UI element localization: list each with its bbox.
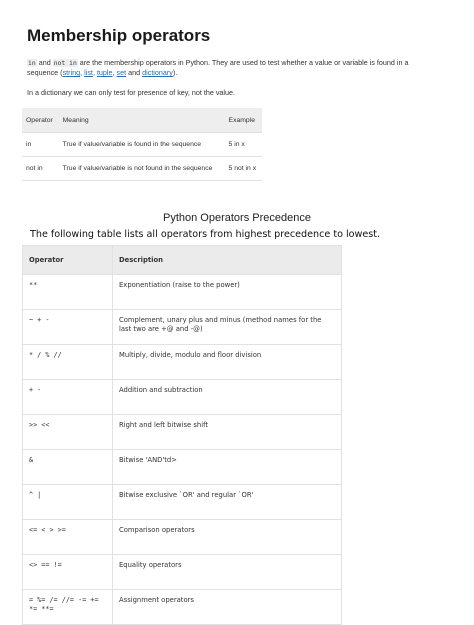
column-header: Operator (22, 108, 59, 133)
table-row (23, 275, 342, 310)
operator-cell: ^ | (23, 485, 113, 520)
description-cell: Bitwise exclusive `OR' and regular `OR' (113, 485, 342, 520)
page-title: Membership operators (27, 26, 211, 45)
link-set[interactable]: set (116, 68, 127, 77)
description-cell: Equality operators (113, 555, 342, 590)
link-string[interactable]: string (62, 68, 81, 77)
dictionary-note: In a dictionary we can only test for presence of key, not the value. (27, 88, 236, 97)
operator-cell: & (23, 450, 113, 485)
table-row (23, 450, 342, 485)
table-cell: True if value/variable is found in the sequence (59, 133, 225, 157)
table-row (23, 345, 342, 380)
table-row (23, 590, 342, 625)
table-header-row (23, 246, 342, 275)
membership-table (22, 108, 262, 181)
table-cell: True if value/variable is not found in the sequence (59, 157, 225, 181)
precedence-table (22, 245, 342, 625)
description-cell: Assignment operators (113, 590, 342, 625)
link-dictionary[interactable]: dictionary (142, 68, 173, 77)
column-header: Operator (23, 246, 113, 275)
operator-cell: * / % // (23, 345, 113, 380)
link-list[interactable]: list (84, 68, 93, 77)
column-header: Description (113, 246, 342, 275)
precedence-title: Python Operators Precedence (163, 212, 311, 224)
description-cell: Bitwise 'AND'td> (113, 450, 342, 485)
table-row (23, 380, 342, 415)
table-row (23, 310, 342, 345)
table-row (23, 520, 342, 555)
link-tuple[interactable]: tuple (96, 68, 113, 77)
operator-cell: <= < > >= (23, 520, 113, 555)
table-row (23, 485, 342, 520)
description-cell: Comparison operators (113, 520, 342, 555)
code-in: in (28, 59, 36, 67)
operator-cell: >> << (23, 415, 113, 450)
table-cell: 5 in x (225, 133, 262, 157)
table-header-row (22, 108, 262, 133)
description-cell: Addition and subtraction (113, 380, 342, 415)
description-cell: Exponentiation (raise to the power) (113, 275, 342, 310)
operator-cell: ** (23, 275, 113, 310)
description-cell: Complement, unary plus and minus (method names for the last two are +@ and -@) (113, 310, 342, 345)
column-header: Example (225, 108, 262, 133)
description-cell: Multiply, divide, modulo and floor division (113, 345, 342, 380)
table-cell: in (22, 133, 59, 157)
table-cell: 5 not in x (225, 157, 262, 181)
code-not-in: not in (53, 59, 77, 67)
operator-cell: + - (23, 380, 113, 415)
intro-paragraph: in and not in are the membership operators in Python. They are used to test whether a value or variable is found in a sequence (string, list, tuple, set and dictionary). (27, 58, 409, 77)
operator-cell: <> == != (23, 555, 113, 590)
operator-cell: ~ + - (23, 310, 113, 345)
table-row (22, 133, 262, 157)
operator-cell: = %= /= //= -= += *= **= (23, 590, 113, 625)
precedence-lead: The following table lists all operators from highest precedence to lowest. (30, 229, 381, 240)
table-cell: not in (22, 157, 59, 181)
table-row (23, 555, 342, 590)
table-row (22, 157, 262, 181)
table-row (23, 415, 342, 450)
description-cell: Right and left bitwise shift (113, 415, 342, 450)
column-header: Meaning (59, 108, 225, 133)
